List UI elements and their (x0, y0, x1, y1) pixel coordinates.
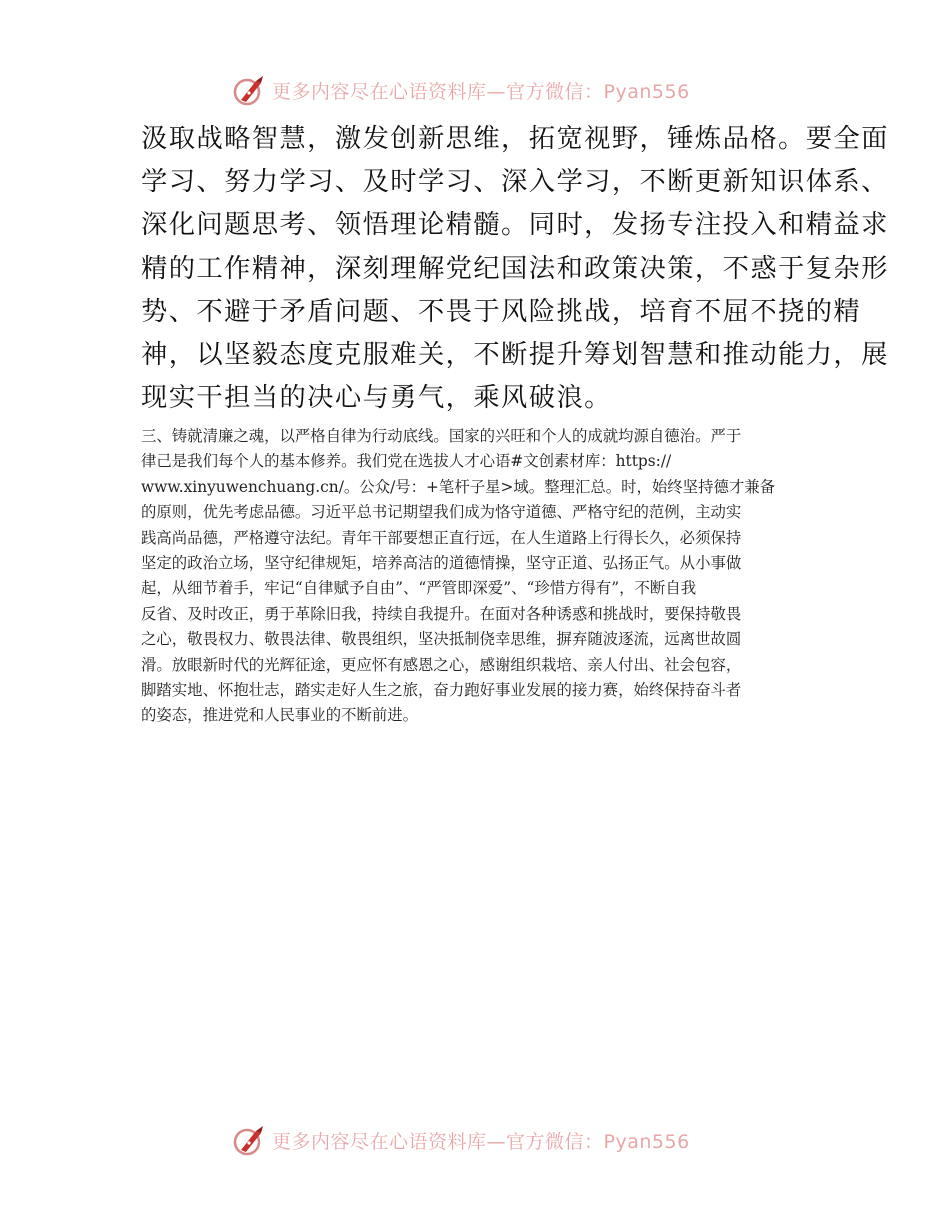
paragraph-section-three (141, 424, 816, 729)
pen-nib-logo-icon (232, 1123, 266, 1157)
text-line: 反省、及时改正，勇于革除旧我，持续自我提升。在面对各种诱惑和挑战时，要保持敬畏 (141, 604, 742, 623)
text-line: 学习、努力学习、及时学习、深入学习，不断更新知识体系、 (141, 167, 889, 198)
text-line: 的姿态，推进党和人民事业的不断前进。 (141, 706, 419, 725)
text-line: 律己是我们每个人的基本修养。我们党在选拔人才心语#文创素材库：https:// (141, 452, 672, 471)
text-line: 势、不避于矛盾问题、不畏于风险挑战，培育不屈不挠的精 (141, 296, 862, 327)
watermark-text: 更多内容尽在心语资料库—官方微信：Pyan556 (272, 80, 690, 103)
watermark-text: 更多内容尽在心语资料库—官方微信：Pyan556 (272, 1130, 690, 1153)
text-line: 汲取战略智慧，激发创新思维，拓宽视野，锤炼品格。要全面 (141, 124, 889, 154)
text-line: 精的工作精神，深刻理解党纪国法和政策决策，不惑于复杂形 (141, 253, 889, 284)
text-line: 脚踏实地、怀抱壮志，踏实走好人生之旅，奋力跑好事业发展的接力赛，始终保持奋斗者 (141, 681, 742, 700)
paragraph-large (141, 118, 889, 420)
text-line: 的原则，优先考虑品德。习近平总书记期望我们成为恪守道德、严格守纪的范例，主动实 (141, 503, 742, 522)
text-line: 之心，敬畏权力、敬畏法律、敬畏组织，坚决抵制侥幸思维，摒弃随波逐流，远离世故圆 (141, 630, 742, 649)
text-line: 起，从细节着手，牢记“自律赋予自由”、“严管即深爱”、“珍惜方得有”，不断自我 (141, 579, 697, 598)
text-line: 现实干担当的决心与勇气，乘风破浪。 (141, 383, 612, 414)
text-line: www.xinyuwenchuang.cn/。公众/号：+笔杆子星>域。整理汇总。时，始终坚持德才兼备 (141, 477, 776, 496)
header-watermark (232, 72, 712, 108)
text-line: 神，以坚毅态度克服难关，不断提升筹划智慧和推动能力，展 (141, 340, 889, 371)
pen-nib-logo-icon (232, 73, 266, 107)
text-line: 深化问题思考、领悟理论精髓。同时，发扬专注投入和精益求 (141, 210, 889, 241)
text-line: 坚定的政治立场，坚守纪律规矩，培养高洁的道德情操，坚守正道、弘扬正气。从小事做 (141, 554, 742, 573)
text-line: 践高尚品德，严格遵守法纪。青年干部要想正直行远，在人生道路上行得长久，必须保持 (141, 528, 742, 547)
text-line: 三、铸就清廉之魂，以严格自律为行动底线。国家的兴旺和个人的成就均源自德治。严于 (141, 427, 742, 445)
text-line: 滑。放眼新时代的光辉征途，更应怀有感恩之心，感谢组织栽培、亲人付出、社会包容， (141, 655, 742, 674)
footer-watermark (232, 1122, 712, 1158)
